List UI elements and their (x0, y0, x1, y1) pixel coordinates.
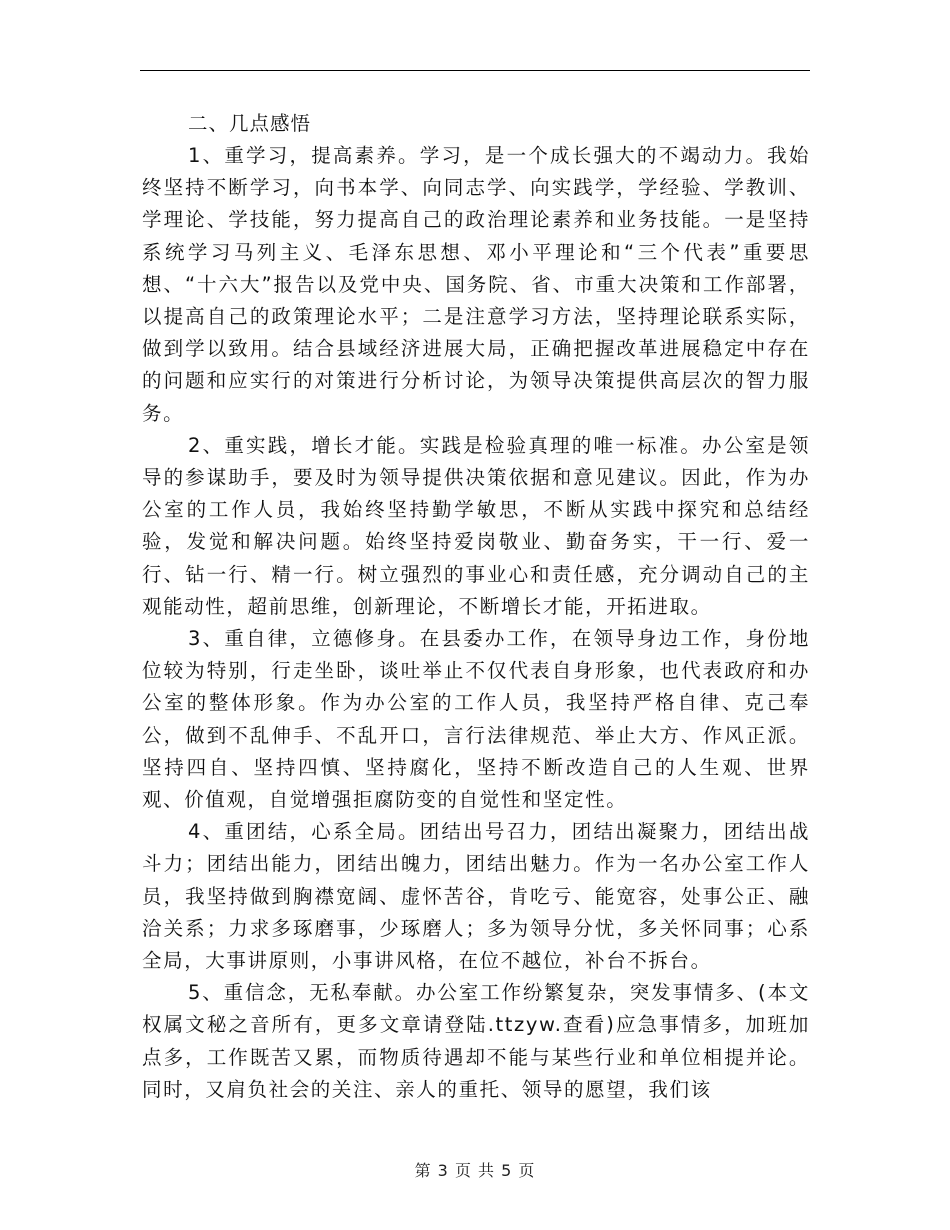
section-heading: 二、几点感悟 (188, 112, 312, 135)
paragraph-unity: 4、重团结，心系全局。团结出号召力，团结出凝聚力，团结出战斗力；团结出能力，团结出魄力，团结出魅力。作为一名办公室工作人员，我坚持做到胸襟宽阔、虚怀苦谷，肯吃亏、能宽容，处事公正、融洽关系；力求多琢磨事，少琢磨人；多为领导分忧，多关怀同事；心系全局，大事讲原则，小事讲风格，在位不越位，补台不拆台。 (142, 820, 810, 973)
page-number: 第 3 页 共 5 页 (414, 1161, 536, 1180)
paragraph-dedication: 5、重信念，无私奉献。办公室工作纷繁复杂，突发事情多、(本文权属文秘之音所有，更多文章请登陆.ttzyw.查看)应急事情多，加班加点多，工作既苦又累，而物质待遇却不能与某些行业和单位相提并论。同时，又肩负社会的关注、亲人的重托、领导的愿望，我们该 (142, 981, 810, 1101)
document-body (142, 108, 810, 1106)
page-footer (0, 1158, 950, 1181)
paragraph-study: 1、重学习，提高素养。学习，是一个成长强大的不竭动力。我始终坚持不断学习，向书本学、向同志学、向实践学，学经验、学教训、学理论、学技能，努力提高自己的政治理论素养和业务技能。一是坚持系统学习马列主义、毛泽东思想、邓小平理论和“三个代表”重要思想、“十六大”报告以及党中央、国务院、省、市重大决策和工作部署，以提高自己的政策理论水平；二是注意学习方法，坚持理论联系实际，做到学以致用。结合县域经济进展大局，正确把握改革进展稳定中存在的问题和应实行的对策进行分析讨论，为领导决策提供高层次的智力服务。 (142, 144, 810, 425)
paragraph-practice: 2、重实践，增长才能。实践是检验真理的唯一标准。办公室是领导的参谋助手，要及时为领导提供决策依据和意见建议。因此，作为办公室的工作人员，我始终坚持勤学敏思，不断从实践中探究和总结经验，发觉和解决问题。始终坚持爱岗敬业、勤奋务实，干一行、爱一行、钻一行、精一行。树立强烈的事业心和责任感，充分调动自己的主观能动性，超前思维，创新理论，不断增长才能，开拓进取。 (142, 433, 810, 618)
header-rule (140, 70, 810, 71)
paragraph-self-discipline: 3、重自律，立德修身。在县委办工作，在领导身边工作，身份地位较为特别，行走坐卧，谈吐举止不仅代表自身形象，也代表政府和办公室的整体形象。作为办公室的工作人员，我坚持严格自律、克己奉公，做到不乱伸手、不乱开口，言行法律规范、举止大方、作风正派。坚持四自、坚持四慎、坚持腐化，坚持不断改造自己的人生观、世界观、价值观，自觉增强拒腐防变的自觉性和坚定性。 (142, 627, 810, 812)
